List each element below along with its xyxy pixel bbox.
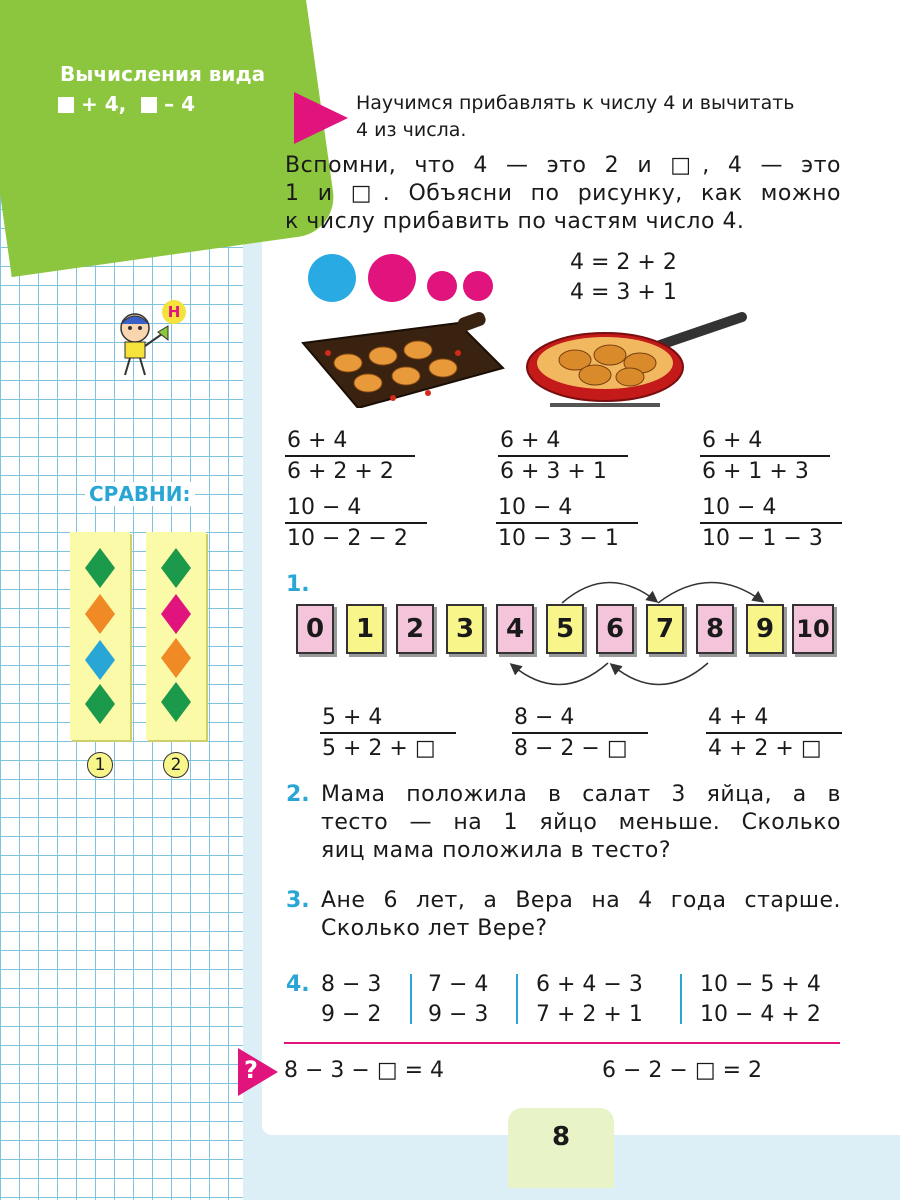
example-10-minus-4-c [700,495,842,551]
task-4-number: 4. [286,972,310,997]
fraction-line [496,522,638,524]
example-10-minus-4-b [496,495,638,551]
task-2-line: Мама положила в салат 3 яйца, а в [321,782,841,807]
example-bottom: 6 + 3 + 1 [500,459,607,484]
magenta-divider [284,1042,840,1044]
play-triangle-icon [294,92,348,144]
puzzle-equation-1: 8 − 3 − □ = 4 [284,1058,445,1083]
example-bottom: 5 + 2 + □ [322,736,436,761]
column-divider [410,974,412,1024]
example-top: 6 + 4 [702,428,763,453]
puzzle-equation-2: 6 − 2 − □ = 2 [602,1058,763,1083]
task-1-example-a [320,705,456,761]
recall-line: 1 и □. Объясни по рисунку, как можно [285,181,841,206]
magenta-diamond-icon [161,594,191,634]
example-top: 6 + 4 [500,428,561,453]
task-4-column-1 [321,970,381,1030]
number-card-6: 6 [596,604,634,654]
expression: 9 − 2 [321,1002,382,1027]
recall-line: Вспомни, что 4 — это 2 и □, 4 — это [285,153,841,178]
compare-card-2 [146,532,206,740]
mascot-boy-icon [110,300,200,380]
green-diamond-icon [161,682,191,722]
orange-diamond-icon [85,594,115,634]
number-card-2: 2 [396,604,434,654]
task-3-line: Сколько лет Вере? [321,916,548,941]
expression: 9 − 3 [428,1002,489,1027]
number-card-9: 9 [746,604,784,654]
task-3-text [321,887,841,943]
expression: 10 − 4 + 2 [700,1002,821,1027]
orange-diamond-icon [161,638,191,678]
recall-paragraph [285,152,841,236]
task-2-line: яиц мама положила в тесто? [321,838,672,863]
number-card-5: 5 [546,604,584,654]
task-1-example-b [512,705,648,761]
intro-line: 4 из числа. [356,119,467,141]
fraction-line [285,522,427,524]
green-diamond-icon [85,684,115,724]
expression: 10 − 5 + 4 [700,972,821,997]
intro-line: Научимся прибавлять к числу 4 и вычитать [356,92,795,114]
fraction-line [320,732,456,734]
green-diamond-icon [85,548,115,588]
fraction-line [706,732,842,734]
example-6-plus-4-a [285,428,415,484]
column-divider [516,974,518,1024]
task-3-line: Ане 6 лет, а Вера на 4 года старше. [321,888,841,913]
blue-diamond-icon [85,640,115,680]
task-2-text [321,781,841,865]
number-card-7: 7 [646,604,684,654]
example-bottom: 10 − 1 − 3 [702,526,823,551]
fraction-line [700,522,842,524]
number-card-4: 4 [496,604,534,654]
example-bottom: 10 − 2 − 2 [287,526,408,551]
question-mark: ? [244,1056,258,1084]
expression: 8 − 3 [321,972,382,997]
hint-badge: Н [162,300,186,324]
cutting-board-illustration [298,308,508,408]
frying-pan-illustration [520,305,750,415]
example-top: 10 − 4 [287,495,362,520]
fraction-line [498,455,628,457]
example-bottom: 10 − 3 − 1 [498,526,619,551]
task-4-column-4 [700,970,821,1030]
example-top: 10 − 4 [498,495,573,520]
example-bottom: 6 + 2 + 2 [287,459,394,484]
example-6-plus-4-c [700,428,830,484]
task-2-line: тесто — на 1 яйцо меньше. Сколько [321,810,841,835]
expression: 7 + 2 + 1 [536,1002,643,1027]
task-1-number: 1. [286,572,310,597]
example-top: 10 − 4 [702,495,777,520]
compare-label: СРАВНИ: [85,482,195,506]
example-top: 4 + 4 [708,705,769,730]
decomposition-line: 4 = 3 + 1 [570,280,677,305]
number-card-8: 8 [696,604,734,654]
topic-subtitle-part1: + 4, [80,92,127,116]
card-number-2: 2 [163,752,189,778]
decomposition-line: 4 = 2 + 2 [570,250,677,275]
task-2-number: 2. [286,782,310,807]
example-6-plus-4-b [498,428,628,484]
example-top: 5 + 4 [322,705,383,730]
expression: 6 + 4 − 3 [536,972,643,997]
number-card-1: 1 [346,604,384,654]
example-top: 8 − 4 [514,705,575,730]
recall-line: к числу прибавить по частям число 4. [285,209,745,234]
topic-subtitle-part2: – 4 [164,92,196,116]
task-1-example-c [706,705,842,761]
fraction-line [285,455,415,457]
page-number: 8 [551,1122,571,1152]
blank-box-icon [141,97,157,113]
task-3-number: 3. [286,888,310,913]
topic-title: Вычисления вида [60,62,266,86]
example-bottom: 6 + 1 + 3 [702,459,809,484]
column-divider [680,974,682,1024]
green-diamond-icon [161,548,191,588]
example-top: 6 + 4 [287,428,348,453]
card-number-1: 1 [87,752,113,778]
example-bottom: 8 − 2 − □ [514,736,628,761]
intro-text [356,90,795,144]
number-card-3: 3 [446,604,484,654]
task-4-column-2 [428,970,488,1030]
number-card-0: 0 [296,604,334,654]
example-10-minus-4-a [285,495,427,551]
blank-box-icon [58,97,74,113]
decompositions [570,248,677,308]
topic-subtitle [58,92,195,116]
number-card-10: 10 [792,604,834,654]
fraction-line [512,732,648,734]
fraction-line [700,455,830,457]
task-4-column-3 [536,970,643,1030]
number-line-arrows [490,575,790,695]
colored-dots-illustration [308,252,494,304]
compare-card-1 [70,532,130,740]
example-bottom: 4 + 2 + □ [708,736,822,761]
expression: 7 − 4 [428,972,489,997]
